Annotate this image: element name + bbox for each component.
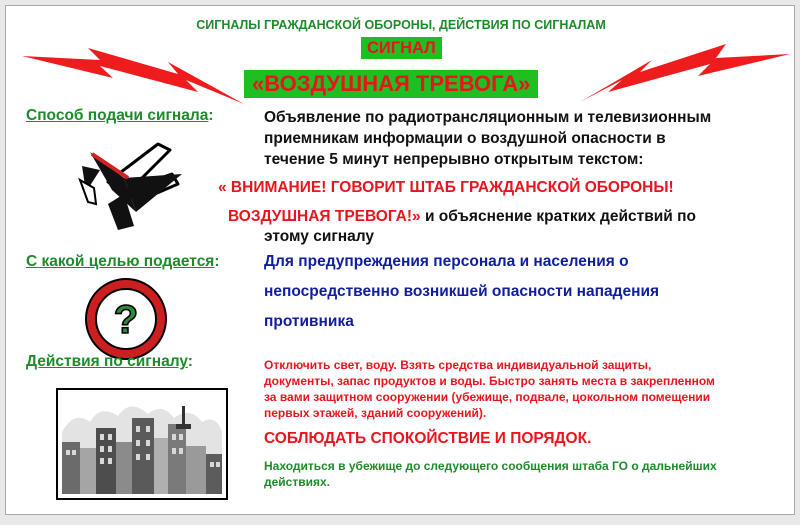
lightning-left-icon <box>18 36 248 106</box>
section2-colon: : <box>214 253 220 270</box>
signal-name: «ВОЗДУШНАЯ ТРЕВОГА» <box>244 70 538 98</box>
question-icon <box>81 274 171 364</box>
signal-label: СИГНАЛ <box>361 37 442 59</box>
section2-heading-text: С какой целью подается <box>26 253 215 270</box>
section3-heading-text: Действия по сигналу <box>26 353 188 370</box>
section1-heading <box>26 107 214 125</box>
section3-heading <box>26 353 193 371</box>
section1-line: течение 5 минут непрерывно открытым текстом: <box>264 151 644 168</box>
final-text <box>264 458 717 490</box>
top-title: СИГНАЛЫ ГРАЖДАНСКОЙ ОБОРОНЫ, ДЕЙСТВИЯ ПО СИГНАЛАМ <box>196 18 606 32</box>
section1-text <box>264 107 711 170</box>
question-glyph: ? <box>113 298 139 342</box>
section3-line: документы, запас продуктов и воды. Быстро занять места в закрепленном <box>264 374 715 388</box>
alert-line1: « ВНИМАНИЕ! ГОВОРИТ ШТАБ ГРАЖДАНСКОЙ ОБОРОНЫ! <box>218 179 674 196</box>
lightning-right-icon <box>578 32 793 104</box>
city-icon <box>56 388 228 500</box>
section3-colon: : <box>187 353 193 370</box>
section2-line1: Для предупреждения персонала и населения о <box>264 253 629 270</box>
section2-line2: непосредственно возникшей опасности нападения <box>264 283 660 300</box>
section3-line: за вами защитном сооружении (убежище, подвале, цокольном помещении <box>264 390 711 404</box>
airplane-icon <box>78 136 186 236</box>
poster <box>5 5 795 515</box>
alert-tail: и объяснение кратких действий по <box>420 208 696 225</box>
section3-line: Отключить свет, воду. Взять средства индивидуальной защиты, <box>264 358 652 372</box>
final-line: Находиться в убежище до следующего сообщения штаба ГО о дальнейших <box>264 459 717 473</box>
section1-heading-text: Способ подачи сигнала <box>26 107 209 124</box>
alert-line3: этому сигналу <box>264 228 375 245</box>
final-line: действиях. <box>264 475 330 489</box>
section3-text <box>264 357 715 421</box>
alert-name: ВОЗДУШНАЯ ТРЕВОГА!» <box>228 208 421 225</box>
section2-line3: противника <box>264 313 354 330</box>
alert-line2 <box>228 208 696 226</box>
section2-heading <box>26 253 220 271</box>
section1-colon: : <box>208 107 214 124</box>
section1-line: Объявление по радиотрансляционным и телевизионным <box>264 109 712 126</box>
section1-line: приемникам информации о воздушной опасности в <box>264 130 666 147</box>
section3-line: первых этажей, зданий сооружений). <box>264 406 487 420</box>
calm-text: СОБЛЮДАТЬ СПОКОЙСТВИЕ И ПОРЯДОК. <box>264 430 592 447</box>
